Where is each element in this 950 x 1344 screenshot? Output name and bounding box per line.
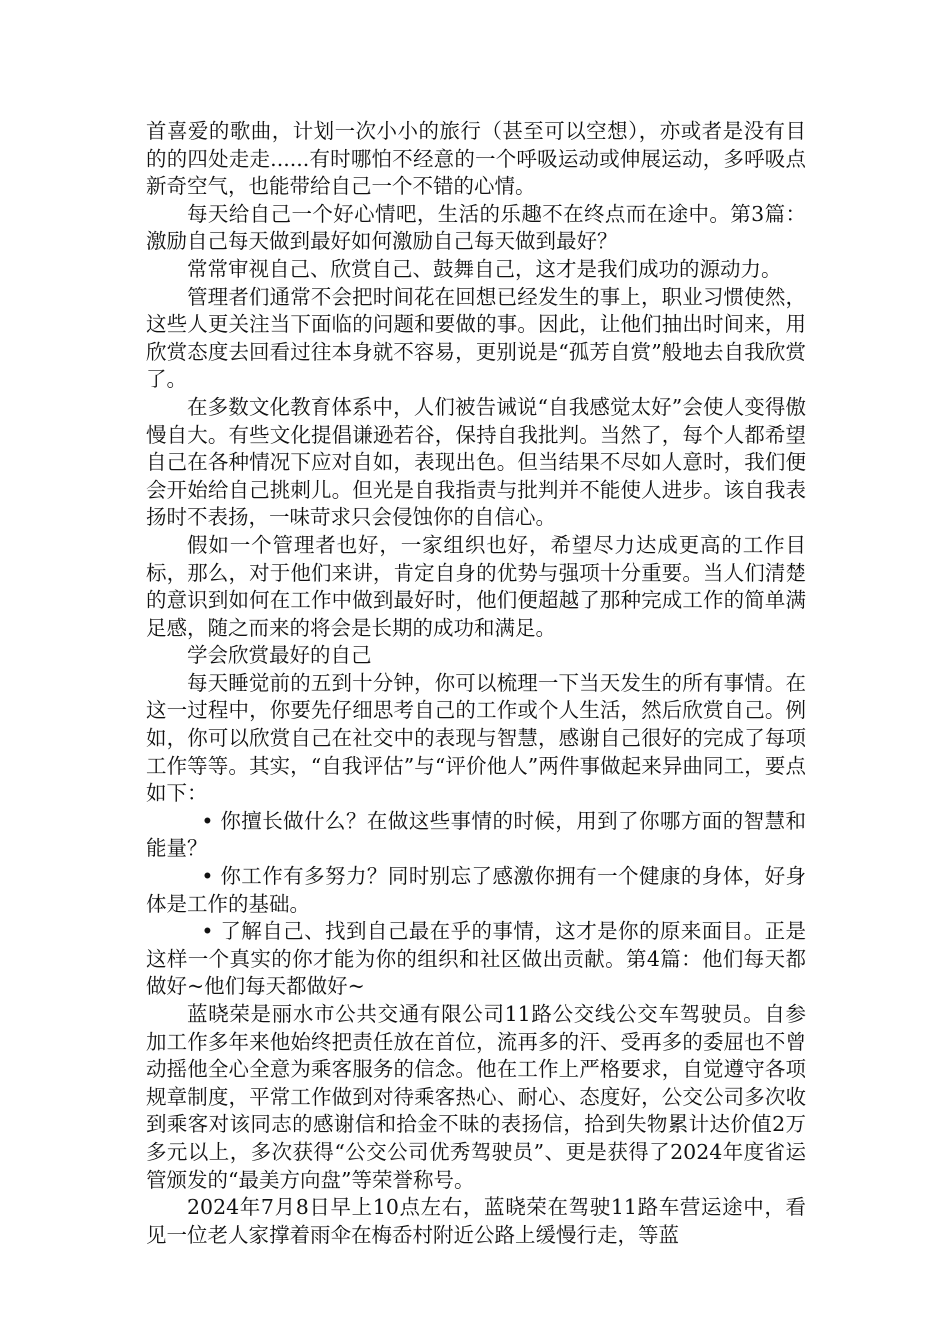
bullet-item-1: • 你擅长做什么？在做这些事情的时候，用到了你哪方面的智慧和能量？ [146, 808, 806, 861]
paragraph-1: 首喜爱的歌曲，计划一次小小的旅行（甚至可以空想），亦或者是没有目的的四处走走......有时哪怕不经意的一个呼吸运动或伸展运动，多呼吸点新奇空气，也能带给自己一个不错的心情。 [146, 119, 806, 199]
paragraph-13: 2024年7月8日早上10点左右，蓝晓荣在驾驶11路车营运途中，看见一位老人家撑着雨伞在梅岙村附近公路上缓慢行走，等蓝 [146, 1195, 806, 1247]
bullet-item-3: • 了解自己、找到自己最在乎的事情，这才是你的原来面目。正是这样一个真实的你才能为你的组织和社区做出贡献。第4篇：他们每天都做好~他们每天都做好~ [146, 919, 806, 999]
document-page [146, 118, 806, 1249]
paragraph-12: 蓝晓荣是丽水市公共交通有限公司11路公交线公交车驾驶员。自参加工作多年来他始终把责任放在首位，流再多的汗、受再多的委屈也不曾动摇他全心全意为乘客服务的信念。他在工作上严格要求，自觉遵守各项规章制度，平常工作做到对待乘客热心、耐心、态度好，公交公司多次收到乘客对该同志的感谢信和拾金不昧的表扬信，拾到失物累计达价值2万多元以上，多次获得“公交公司优秀驾驶员”、更是获得了2024年度省运管颁发的“最美方向盘”等荣誉称号。 [146, 1002, 806, 1192]
paragraph-6: 假如一个管理者也好，一家组织也好，希望尽力达成更高的工作目标，那么，对于他们来讲，肯定自身的优势与强项十分重要。当人们清楚的意识到如何在工作中做到最好时，他们便超越了那种完成工作的简单满足感，随之而来的将会是长期的成功和满足。 [146, 532, 806, 640]
paragraph-4: 管理者们通常不会把时间花在回想已经发生的事上，职业习惯使然，这些人更关注当下面临的问题和要做的事。因此，让他们抽出时间来，用欣赏态度去回看过往本身就不容易，更别说是“孤芳自赏”般地去自我欣赏了。 [146, 284, 806, 392]
section-heading: 学会欣赏最好的自己 [187, 643, 372, 668]
bullet-item-2: • 你工作有多努力？同时别忘了感激你拥有一个健康的身体，好身体是工作的基础。 [146, 864, 806, 916]
paragraph-2: 每天给自己一个好心情吧，生活的乐趣不在终点而在途中。第3篇：激励自己每天做到最好如何激励自己每天做到最好？ [146, 201, 806, 254]
paragraph-3: 常常审视自己、欣赏自己、鼓舞自己，这才是我们成功的源动力。 [187, 256, 782, 281]
paragraph-8: 每天睡觉前的五到十分钟，你可以梳理一下当天发生的所有事情。在这一过程中，你要先仔细思考自己的工作或个人生活，然后欣赏自己。例如，你可以欣赏自己在社交中的表现与智慧，感谢自己很好的完成了每项工作等等。其实，“自我评估”与“评价他人”两件事做起来异曲同工，要点如下： [146, 670, 806, 806]
paragraph-5: 在多数文化教育体系中，人们被告诫说“自我感觉太好”会使人变得傲慢自大。有些文化提倡谦逊若谷，保持自我批判。当然了，每个人都希望自己在各种情况下应对自如，表现出色。但当结果不尽如人意时，我们便会开始给自己挑刺儿。但光是自我指责与批判并不能使人进步。该自我表扬时不表扬，一味苛求只会侵蚀你的自信心。 [146, 394, 806, 530]
